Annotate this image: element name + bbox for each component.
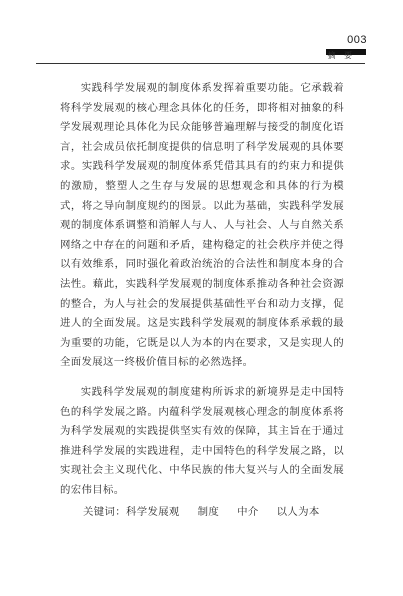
keywords-line xyxy=(83,503,320,518)
keyword-item: 中介 xyxy=(237,506,259,518)
keyword-item: 科学发展观 xyxy=(125,506,180,518)
abstract-paragraph-1: 实践科学发展观的制度体系发挥着重要功能。它承载着将科学发展观的核心理念具体化的任务，即将相对抽象的科学发展观理论具体化为民众能够普遍理解与接受的制度化语言，社会成员依托制度提供的信息明了科学发展观的具体要求。实践科学发展观的制度体系凭借其具有的约束力和提供的激励，整塑人之生存与发展的思想观念和具体的行为模式，将之导向制度规约的图景。以此为基础，实践科学发展观的制度体系调整和消解人与人、人与社会、人与自然关系网络之中存在的问题和矛盾，建构稳定的社会秩序并使之得以有效维系，同时强化着政治统治的合法性和制度本身的合法性。藉此，实践科学发展观的制度体系推动各种社会资源的整合，为人与社会的发展提供基础性平台和动力支撑，促进人的全面发展。这是实践科学发展观的制度体系承载的最为重要的功能，它既是以人为本的内在要求，又是实现人的全面发展这一终极价值目标的必然选择。 xyxy=(60,82,344,369)
abstract-paragraph-2: 实践科学发展观的制度建构所诉求的新境界是走中国特色的科学发展之路。内蕴科学发展观核心理念的制度体系将为科学发展观的实践提供坚实有效的保障，其主旨在于通过推进科学发展的实践进程，走中国特色的科学发展之路，以实现社会主义现代化、中华民族的伟大复兴与人的全面发展的宏伟目标。 xyxy=(60,385,344,496)
abstract-body xyxy=(60,79,344,500)
page-number: 003 xyxy=(347,34,367,46)
header-rule xyxy=(36,63,365,64)
keyword-item: 制度 xyxy=(197,506,220,518)
keyword-item: 以人为本 xyxy=(276,506,320,518)
section-label: 摘 要 xyxy=(327,51,355,60)
keywords-label: 关键词： xyxy=(83,506,126,518)
